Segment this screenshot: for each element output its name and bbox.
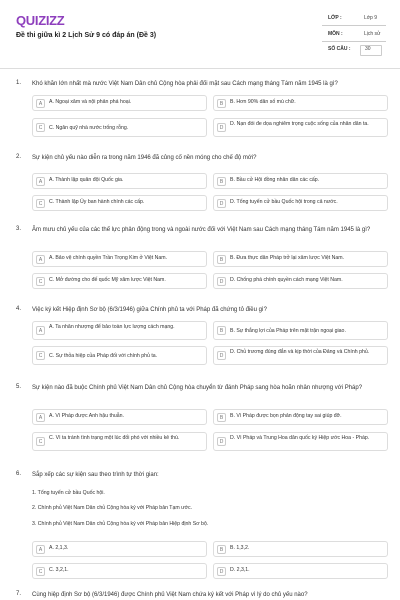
option-a[interactable] bbox=[32, 251, 207, 267]
option-text: D. Chủ trương đúng đắn và kịp thời của Đảng và Chính phủ. bbox=[230, 349, 370, 355]
option-c[interactable] bbox=[32, 432, 207, 451]
option-text: D. Tổng tuyển cử bầu Quốc hội trong cả nước. bbox=[230, 199, 338, 205]
option-text: C. 3,2,1. bbox=[49, 567, 69, 573]
option-text: A. Ngoại xâm và nội phản phá hoại. bbox=[49, 99, 132, 105]
meta-class-row bbox=[322, 12, 386, 26]
sequence-item: 3. Chính phủ Việt Nam Dân chủ Cộng hòa ký với Pháp bản Hiệp định Sơ bộ. bbox=[32, 521, 209, 527]
option-text: C. Sự thỏa hiệp của Pháp đối với chính phủ ta. bbox=[49, 353, 158, 359]
option-letter: B bbox=[217, 413, 226, 422]
option-a[interactable] bbox=[32, 409, 207, 425]
option-d[interactable] bbox=[213, 195, 388, 211]
option-letter: D bbox=[217, 351, 226, 360]
option-b[interactable] bbox=[213, 409, 388, 425]
option-text: A. Vì Pháp được Anh hậu thuẫn. bbox=[49, 413, 124, 419]
option-letter: C bbox=[36, 277, 45, 286]
question-text: Cùng hiệp định Sơ bộ (6/3/1946) được Chính phủ Việt Nam chứa ký kết với Pháp vì lý do chủ yếu nào? bbox=[32, 592, 308, 598]
option-a[interactable] bbox=[32, 173, 207, 189]
option-c[interactable] bbox=[32, 273, 207, 289]
option-text: B. 1,3,2. bbox=[230, 545, 250, 551]
option-letter: D bbox=[217, 199, 226, 208]
option-b[interactable] bbox=[213, 321, 388, 340]
header bbox=[0, 0, 400, 69]
option-letter: A bbox=[36, 177, 45, 186]
option-letter: B bbox=[217, 255, 226, 264]
meta-count-value: 30 bbox=[365, 46, 371, 52]
option-text: C. Mở đường cho đế quốc Mỹ xâm lược Việt Nam. bbox=[49, 277, 166, 283]
option-letter: B bbox=[217, 99, 226, 108]
meta-subject-label: MÔN : bbox=[328, 31, 343, 37]
meta-count-label: SỐ CÂU : bbox=[328, 46, 351, 52]
question-text: Âm mưu chủ yếu của các thế lực phản động trong và ngoài nước đối với Việt Nam sau Cách mạng tháng Tám năm 1945 là gì? bbox=[32, 227, 371, 233]
question-text: Sắp xếp các sự kiện sau theo trình tự thời gian: bbox=[32, 472, 159, 478]
option-letter: D bbox=[217, 567, 226, 576]
option-letter: A bbox=[36, 326, 45, 335]
meta-class-value: Lớp 9 bbox=[364, 15, 378, 21]
option-text: B. Hơn 90% dân số mù chữ. bbox=[230, 99, 296, 105]
option-letter: C bbox=[36, 123, 45, 132]
option-c[interactable] bbox=[32, 195, 207, 211]
quizizz-logo: QUIZIZZ bbox=[16, 13, 65, 28]
option-b[interactable] bbox=[213, 173, 388, 189]
question-text: Sự kiện nào đã buộc Chính phủ Việt Nam Dân chủ Cộng hòa chuyển từ đánh Pháp sang hòa hoãn nhân nhượng với Pháp? bbox=[32, 385, 363, 391]
option-text: C. Ngân quỹ nhà nước trống rỗng. bbox=[49, 125, 129, 131]
option-letter: A bbox=[36, 545, 45, 554]
option-letter: C bbox=[36, 567, 45, 576]
option-text: B. Bầu cử Hội đồng nhân dân các cấp. bbox=[230, 177, 320, 183]
option-letter: B bbox=[217, 545, 226, 554]
option-letter: C bbox=[36, 351, 45, 360]
option-d[interactable] bbox=[213, 563, 388, 579]
option-d[interactable] bbox=[213, 346, 388, 365]
option-letter: D bbox=[217, 277, 226, 286]
option-c[interactable] bbox=[32, 563, 207, 579]
option-text: B. Vì Pháp được bọn phản động tay sai giúp đỡ. bbox=[230, 413, 342, 419]
option-letter: C bbox=[36, 437, 45, 446]
option-letter: A bbox=[36, 255, 45, 264]
option-letter: B bbox=[217, 177, 226, 186]
option-a[interactable] bbox=[32, 95, 207, 111]
option-d[interactable] bbox=[213, 273, 388, 289]
question-text: Khó khăn lớn nhất mà nước Việt Nam Dân chủ Cộng hòa phải đối mặt sau Cách mạng tháng Tám năm 1945 là gì? bbox=[32, 81, 338, 87]
document-title: Đề thi giữa kì 2 Lịch Sử 9 có đáp án (Đề 3) bbox=[16, 32, 157, 39]
question-number: 3. bbox=[16, 226, 22, 232]
question-text: Sự kiện chủ yếu nào diễn ra trong năm 1946 đã củng cố nền móng cho chế độ mới? bbox=[32, 155, 257, 161]
option-letter: A bbox=[36, 99, 45, 108]
question-number: 5. bbox=[16, 384, 22, 390]
option-b[interactable] bbox=[213, 541, 388, 557]
question-number: 1. bbox=[16, 80, 22, 86]
option-c[interactable] bbox=[32, 118, 207, 137]
option-text: B. Đưa thực dân Pháp trở lại xâm lược Việt Nam. bbox=[230, 255, 345, 261]
question-number: 2. bbox=[16, 154, 22, 160]
option-a[interactable] bbox=[32, 321, 207, 340]
option-c[interactable] bbox=[32, 346, 207, 365]
option-text: D. Chống phá chính quyền cách mạng Việt Nam. bbox=[230, 277, 343, 283]
sequence-item: 1. Tổng tuyển cử bầu Quốc hội. bbox=[32, 490, 105, 496]
option-text: D. Vì Pháp và Trung Hoa dân quốc ký Hiệp ước Hoa - Pháp. bbox=[230, 435, 370, 441]
option-text: C. Vì ta tránh tình trạng một lúc đối phó với nhiều kẻ thù. bbox=[49, 435, 180, 441]
option-letter: D bbox=[217, 123, 226, 132]
sequence-item: 2. Chính phủ Việt Nam Dân chủ Cộng hòa ký với Pháp bản Tạm ước. bbox=[32, 505, 193, 511]
option-text: A. Bảo vệ chính quyền Trần Trọng Kim ở Việt Nam. bbox=[49, 255, 168, 261]
option-b[interactable] bbox=[213, 251, 388, 267]
meta-subject-value: Lịch sử bbox=[364, 31, 381, 37]
option-text: B. Sự thắng lợi của Pháp trên mặt trận ngoại giao. bbox=[230, 328, 346, 334]
question-number: 7. bbox=[16, 591, 22, 597]
option-text: D. 2,3,1. bbox=[230, 567, 250, 573]
option-text: A. 2,1,3. bbox=[49, 545, 69, 551]
option-letter: C bbox=[36, 199, 45, 208]
meta-class-label: LỚP : bbox=[328, 15, 342, 21]
option-b[interactable] bbox=[213, 95, 388, 111]
option-letter: D bbox=[217, 437, 226, 446]
question-number: 6. bbox=[16, 471, 22, 477]
option-d[interactable] bbox=[213, 432, 388, 451]
option-text: A. Thành lập quân đội Quốc gia. bbox=[49, 177, 124, 183]
option-letter: B bbox=[217, 326, 226, 335]
option-d[interactable] bbox=[213, 118, 388, 137]
question-text: Việc ký kết Hiệp định Sơ bộ (6/3/1946) giữa Chính phủ ta với Pháp đã chứng tỏ điều gì? bbox=[32, 307, 267, 313]
question-number: 4. bbox=[16, 306, 22, 312]
option-text: D. Nạn đói đe dọa nghiêm trọng cuộc sống của nhân dân ta. bbox=[230, 121, 369, 127]
option-a[interactable] bbox=[32, 541, 207, 557]
meta-subject-row bbox=[322, 28, 386, 42]
option-text: A. Ta nhân nhượng để bảo toàn lực lượng cách mạng. bbox=[49, 324, 175, 330]
option-letter: A bbox=[36, 413, 45, 422]
meta-count-box bbox=[360, 45, 382, 56]
option-text: C. Thành lập Ủy ban hành chính các cấp. bbox=[49, 199, 145, 205]
